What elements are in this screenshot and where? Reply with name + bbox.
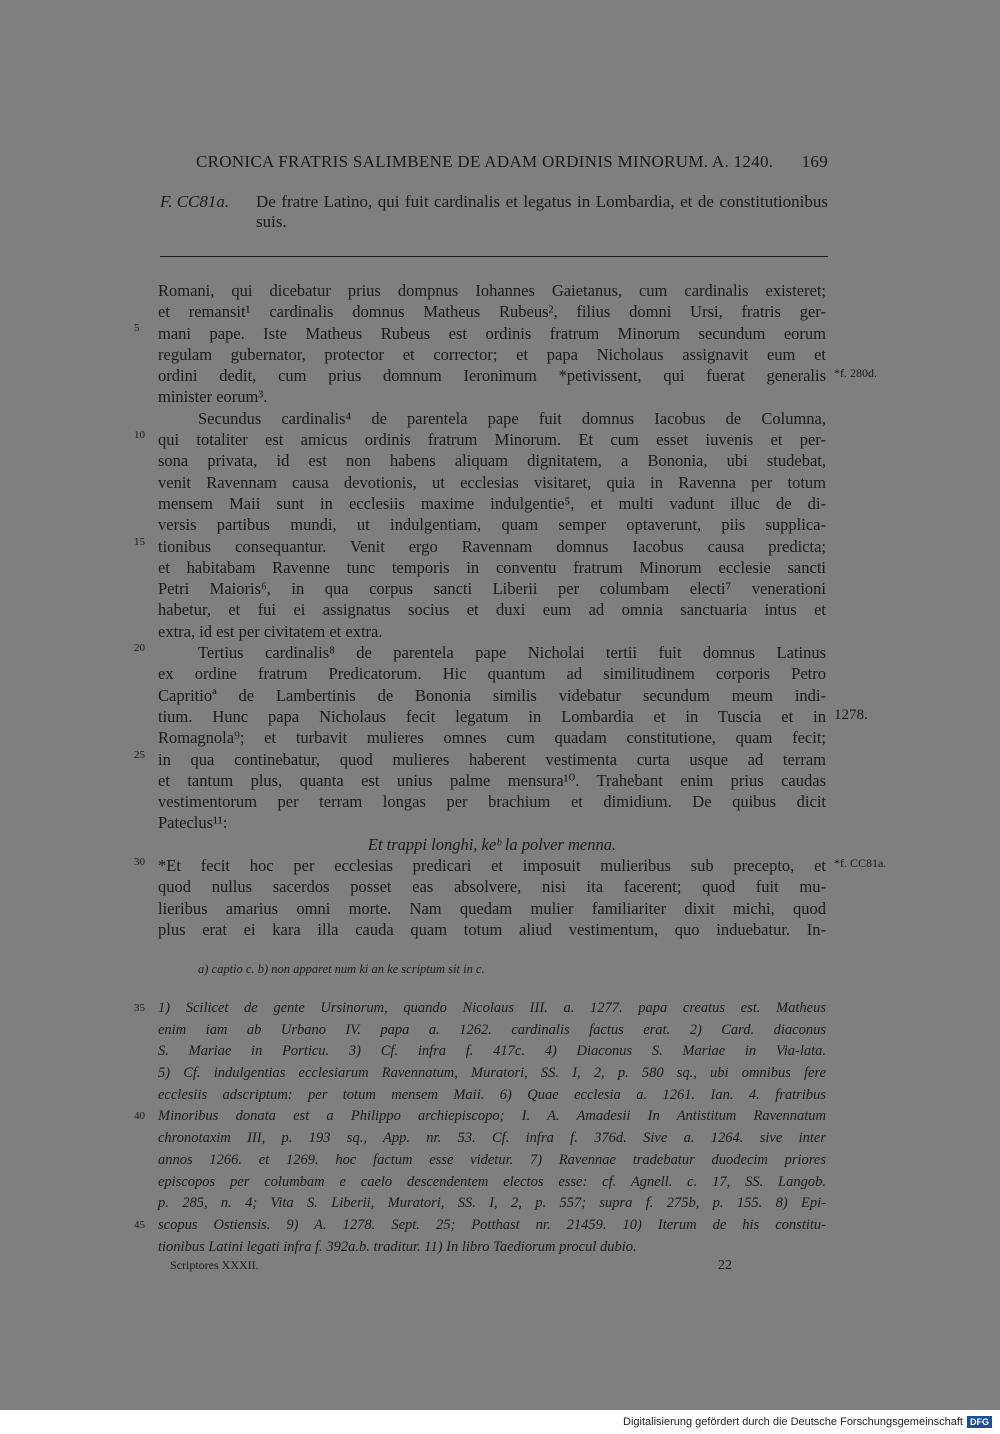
footnote-line: scopus Ostiensis. 9) A. 1278. Sept. 25; Potthast nr. 21459. 10) Iterum de his constitu- xyxy=(158,1216,826,1233)
margin-year: 1278. xyxy=(834,707,868,723)
line-number: 45 xyxy=(134,1219,145,1231)
sheet-number: 22 xyxy=(718,1258,732,1273)
line-number: 25 xyxy=(134,749,145,761)
text-line: et tantum plus, quanta est unius palme mensura¹⁰. Trahebant enim prius caudas xyxy=(158,770,826,790)
text-line: ex ordine fratrum Predicatorum. Hic quantum ad similitudinem corporis Petro xyxy=(158,664,826,684)
text-line: Secundus cardinalis⁴ de parentela pape fuit domnus Iacobus de Columna, xyxy=(198,408,826,428)
funding-footer xyxy=(623,1416,992,1428)
footnote-line: S. Mariae in Porticu. 3) Cf. infra f. 417c. 4) Diaconus S. Mariae in Via-lata. xyxy=(158,1043,826,1060)
footnote-line: episcopos per columbam e caelo descendentem electos esse: cf. Agnell. c. 17, SS. Langob. xyxy=(158,1173,826,1190)
footnote-line: tionibus Latini legati infra f. 392a.b. traditur. 11) In libro Taediorum procul dubio. xyxy=(158,1238,637,1255)
chapter-title: De fratre Latino, qui fuit cardinalis et legatus in Lombardia, et de constitutionibus suis. xyxy=(256,192,828,231)
footnotes xyxy=(158,998,826,1258)
variant-readings: a) captio c. b) non apparet num ki an ke scriptum sit in c. xyxy=(198,962,485,976)
text-line: mani pape. Iste Matheus Rubeus est ordinis fratrum Minorum secundum eorum xyxy=(158,323,826,343)
text-line: extra, id est per civitatem et extra. xyxy=(158,621,383,641)
funding-text: Digitalisierung gefördert durch die Deutsche Forschungsgemeinschaft xyxy=(623,1416,963,1428)
text-line: plus erat ei kara illa cauda quam totum aliud vestimentum, quo induebatur. In- xyxy=(158,919,826,939)
line-number: 35 xyxy=(134,1002,145,1014)
footnote-line: chronotaxim III, p. 193 sq., App. nr. 53. Cf. infra f. 376d. Sive a. 1264. sive inter xyxy=(158,1130,826,1147)
line-number: 5 xyxy=(134,322,140,334)
text-line: Romani, qui dicebatur prius dompnus Iohannes Gaietanus, cum cardinalis existeret; xyxy=(158,281,826,300)
text-line: quod nullus sacerdos posset eas absolvere, nisi ita facerent; quod fuit mu- xyxy=(158,877,826,897)
text-line: sona privata, id est non habens aliquam dignitatem, a Bononia, ubi studebat, xyxy=(158,451,826,471)
text-line: Capritioª de Lambertinis de Bononia similis videbatur secundum meum indi- xyxy=(158,685,826,705)
line-number: 20 xyxy=(134,642,145,654)
footnote-line: enim iam ab Urbano IV. papa a. 1262. cardinalis factus erat. 2) Card. diaconus xyxy=(158,1021,826,1038)
text-line: Pateclus¹¹: xyxy=(158,813,228,833)
text-line: mensem Maii sunt in ecclesiis maxime indulgentie⁵, et multi vadunt illuc de di- xyxy=(158,493,826,513)
dfg-logo: DFG xyxy=(967,1416,992,1428)
signature-mark: Scriptores XXXII. xyxy=(170,1258,259,1272)
footnote-line: Minoribus donata est a Philippo archiepiscopo; I. A. Amadesii In Antistitum Ravennatum xyxy=(158,1108,826,1125)
text-line: versis partibus mundi, ut indulgentiam, quam semper optaverunt, piis supplica- xyxy=(158,515,826,535)
text-line: in qua continebatur, quod mulieres haberent vestimenta curta usque ad terram xyxy=(158,749,826,769)
main-text xyxy=(158,280,826,940)
text-line: regulam gubernator, protector et corrector; et papa Nicholaus assignavit eum et xyxy=(158,344,826,364)
chapter-folio: F. CC81a. xyxy=(160,192,230,211)
line-number: 40 xyxy=(134,1110,145,1122)
text-line: tium. Hunc papa Nicholaus fecit legatum in Lombardia et in Tuscia et in xyxy=(158,706,826,726)
running-title: CRONICA FRATRIS SALIMBENE DE ADAM ORDINIS MINORUM. A. 1240. xyxy=(196,152,774,171)
text-line: tionibus consequantur. Venit ergo Ravennam domnus Iacobus causa predicta; xyxy=(158,536,826,556)
verse-line: Et trappi longhi, keᵇ la polver menna. xyxy=(367,834,617,854)
text-line: Petri Maioris⁶, in qua corpus sancti Liberii per columbam electi⁷ venerationi xyxy=(158,579,826,599)
text-line: vestimentorum per terram longas per brachium et dimidium. De quibus dicit xyxy=(158,792,826,812)
line-number: 15 xyxy=(134,536,145,548)
text-line: minister eorum³. xyxy=(158,387,268,407)
footnote-line: 1) Scilicet de gente Ursinorum, quando Nicolaus III. a. 1277. papa creatus est. Matheus xyxy=(158,1000,826,1016)
text-line: qui totaliter est amicus ordinis fratrum Minorum. Et cum esset iuvenis et per- xyxy=(158,430,826,450)
line-number: 10 xyxy=(134,429,145,441)
footnote-line: 5) Cf. indulgentias ecclesiarum Ravennatum, Muratori, SS. I, 2, p. 580 sq., ubi omnibus fere xyxy=(158,1065,826,1082)
text-line: habetur, et fui ei assignatus socius et duxi eum ad omnia sanctuaria intus et xyxy=(158,600,826,620)
footnote-line: p. 285, n. 4; Vita S. Liberii, Muratori, SS. I, 2, p. 557; supra f. 275b, p. 155. 8) Epi- xyxy=(158,1195,826,1212)
heading-rule xyxy=(160,256,828,257)
text-line: Tertius cardinalis⁸ de parentela pape Nicholai tertii fuit domnus Latinus xyxy=(198,643,826,663)
text-line: *Et fecit hoc per ecclesias predicari et imposuit mulieribus sub precepto, et xyxy=(158,856,826,876)
text-line: et habitabam Ravenne tunc temporis in conventu fratrum Minorum ecclesie sancti xyxy=(158,557,826,577)
footnote-line: annos 1266. et 1269. hoc factum esse videtur. 7) Ravennae tradebatur duodecim priores xyxy=(158,1151,826,1168)
text-line: venit Ravennam causa devotionis, ut ecclesias visitaret, quia in Ravenna per totum xyxy=(158,472,826,492)
margin-folio: *f. CC81a. xyxy=(834,856,887,870)
text-line: lieribus amarius omni morte. Nam quedam mulier familiariter dixit michi, quod xyxy=(158,898,826,918)
text-line: ordini dedit, cum prius domnum Ieronimum *petivissent, qui fuerat generalis xyxy=(158,366,826,386)
margin-folio: *f. 280d. xyxy=(834,366,877,380)
footnote-line: ecclesiis adscriptum: per totum mensem Maii. 6) Quae ecclesia a. 1261. Ian. 4. fratribus xyxy=(158,1086,826,1103)
page-number: 169 xyxy=(801,152,828,171)
text-line: Romagnola⁹; et turbavit mulieres omnes cum quadam constitutione, quam fecit; xyxy=(158,728,826,748)
line-number: 30 xyxy=(134,856,145,868)
text-line: et remansit¹ cardinalis domnus Matheus Rubeus², filius domni Ursi, fratris ger- xyxy=(158,302,826,322)
